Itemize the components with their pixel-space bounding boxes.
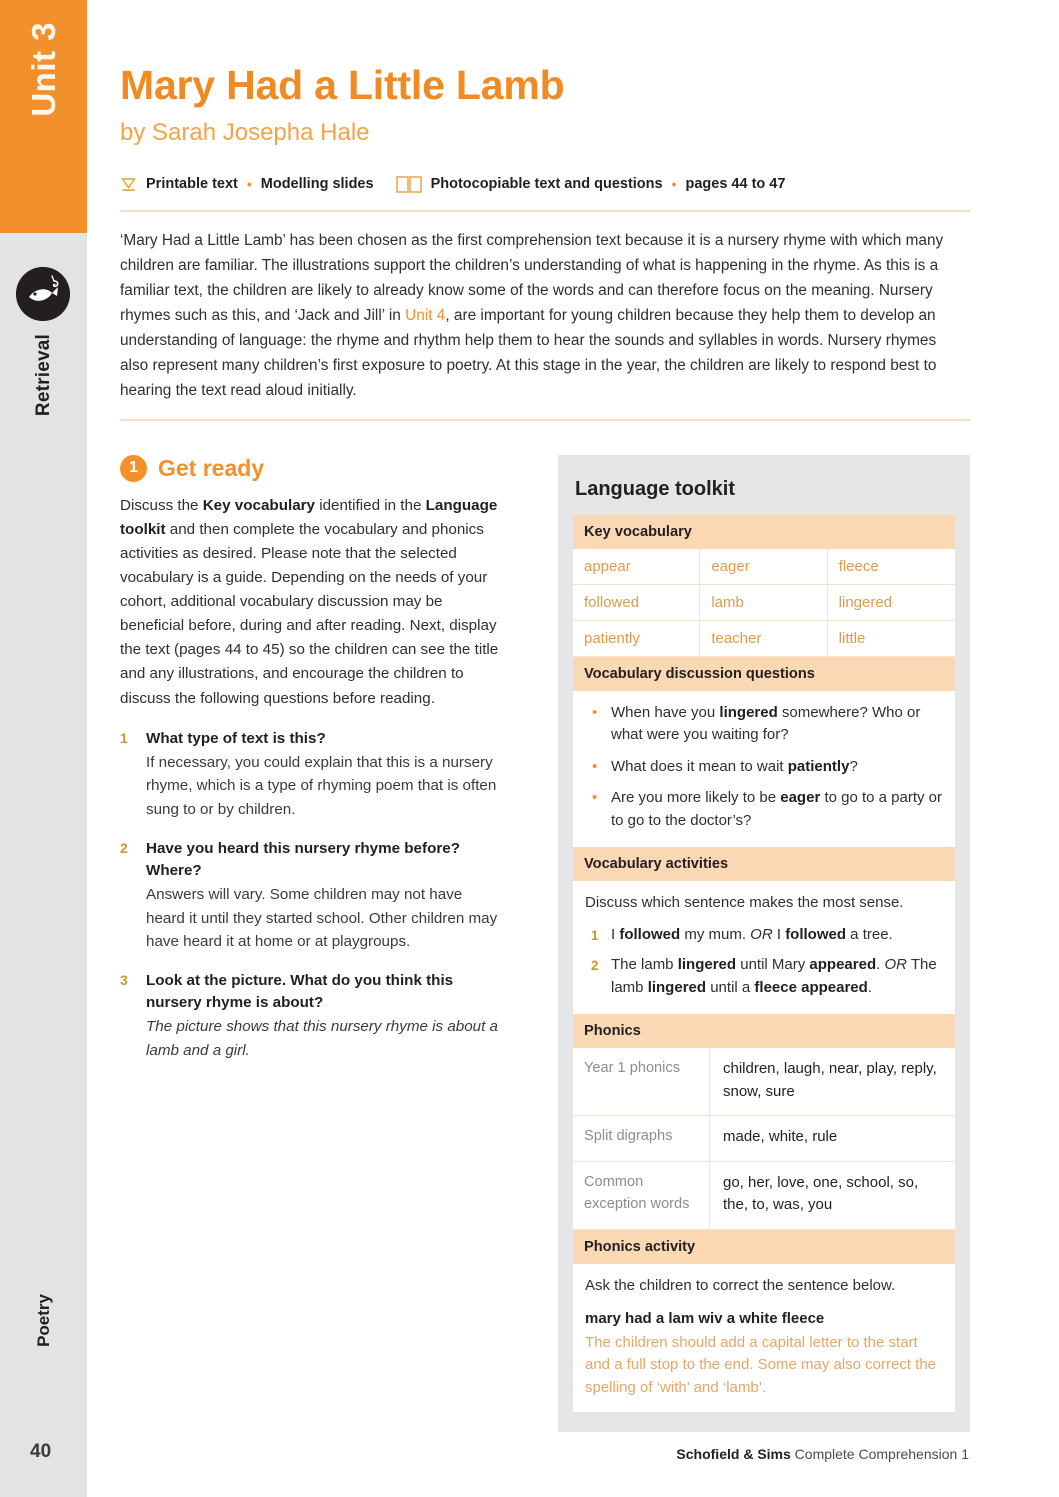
page-number: 40	[30, 1441, 52, 1462]
act-b-post: .	[867, 978, 872, 996]
act-a-pre: I	[611, 925, 620, 943]
vocab-word: lamb	[700, 585, 827, 621]
question-text: What type of text is this?	[146, 729, 326, 747]
answer-text: Answers will vary. Some children may not have heard it until they started school. Other children may have heard it at home or at playgroups.	[146, 885, 498, 951]
divider-bottom	[120, 419, 970, 421]
bullet-dot-icon: •	[592, 757, 598, 775]
act-a-bold: followed	[619, 925, 681, 943]
act-a-post: .	[876, 956, 885, 974]
act-b-pre: I	[772, 925, 786, 943]
vocabulary-activities-block	[573, 881, 955, 1014]
author-byline: by Sarah Josepha Hale	[120, 119, 370, 147]
phonics-row-value: go, her, love, one, school, so, the, to, was, you	[710, 1162, 955, 1230]
bullet-keyword: eager	[780, 789, 821, 807]
bullet-pre: When have you	[611, 703, 720, 721]
unit-tab-label: Unit 3	[24, 22, 62, 117]
activities-numbered-list	[585, 924, 943, 1000]
list-item	[120, 838, 500, 954]
phonics-table	[573, 1048, 955, 1230]
phonics-row-label: Common exception words	[573, 1162, 710, 1230]
list-item	[120, 970, 500, 1062]
phonics-row-value: made, white, rule	[710, 1116, 955, 1162]
act-b-bold: followed	[785, 925, 847, 943]
phonics-activity-heading: Phonics activity	[573, 1230, 955, 1264]
resource-separator-2: •	[671, 176, 677, 193]
vocab-word: little	[828, 621, 955, 657]
bullet-pre: What does it mean to wait	[611, 757, 788, 775]
footer-title: Complete Comprehension 1	[790, 1446, 969, 1462]
act-b-bold-2: fleece appeared	[754, 978, 868, 996]
intro-part-1: ‘Mary Had a Little Lamb’ has been chosen as the first comprehension text because it is a nursery rhyme with which many children are familiar. The illustrations support the children’s understanding of what is happening in the rhyme. As this is a familiar text, the children are likely to already know some of the words and can therefore focus on the meaning. Nursery rhymes such as this, and ‘Jack and Jill’ in	[120, 232, 944, 324]
discussion-question-list	[120, 728, 500, 1063]
question-number: 2	[120, 839, 128, 856]
gr-bold-language-toolkit: Language toolkit	[120, 496, 498, 538]
act-a-bold-2: appeared	[809, 956, 877, 974]
phonics-activity-sentence: mary had a lam wiv a white fleece	[585, 1310, 825, 1328]
footer	[676, 1446, 969, 1462]
discussion-questions-block	[573, 691, 955, 848]
act-a-post: my mum.	[680, 925, 751, 943]
gr-text-2: identified in the	[315, 496, 426, 514]
vocab-word: patiently	[573, 621, 700, 657]
photocopiable-link[interactable]: Photocopiable text and questions	[430, 176, 663, 193]
bullet-dot-icon: •	[592, 789, 598, 807]
get-ready-paragraph	[120, 494, 500, 711]
discussion-bullet-list	[585, 702, 943, 833]
genre-label: Poetry	[33, 1294, 53, 1347]
bullet-post: ?	[849, 757, 858, 775]
vocab-word: lingered	[828, 585, 955, 621]
phonics-row-value: children, laugh, near, play, reply, snow, sure	[710, 1048, 955, 1116]
phonics-row-label: Split digraphs	[573, 1116, 710, 1162]
bullet-keyword: lingered	[719, 703, 778, 721]
intro-paragraph	[120, 229, 968, 404]
act-a-mid: until Mary	[736, 956, 810, 974]
key-vocabulary-heading: Key vocabulary	[573, 515, 955, 549]
unit-tab	[0, 0, 87, 233]
question-text: Have you heard this nursery rhyme before? Where?	[146, 839, 460, 879]
pages-range-label: pages 44 to 47	[685, 176, 786, 193]
vocab-word: teacher	[700, 621, 827, 657]
act-or: OR	[750, 925, 773, 943]
toolkit-title: Language toolkit	[575, 477, 735, 500]
question-text: Look at the picture. What do you think this nursery rhyme is about?	[146, 971, 454, 1011]
vocab-word: followed	[573, 585, 700, 621]
bullet-post: somewhere? Who or what were you waiting for?	[611, 703, 921, 744]
list-item	[585, 702, 943, 747]
bullet-post: to go to a party or to go to the doctor’s?	[611, 789, 943, 829]
act-b-pre: The lamb	[611, 956, 937, 996]
printable-text-link[interactable]: Printable text	[146, 176, 238, 193]
phonics-activity-instruction: Ask the children to correct the sentence below.	[585, 1276, 896, 1294]
activity-number: 2	[591, 958, 599, 974]
phonics-row-label: Year 1 phonics	[573, 1048, 710, 1116]
step-number-badge: 1	[120, 455, 147, 482]
activity-number: 1	[591, 927, 599, 943]
intro-part-2: , are important for young children because they help them to develop an understanding of language: the rhyme and rhythm help them to hear the sounds and syllables in words. Nursery rhymes also represent many children’s first exposure to poetry. At this stage in the year, the children are likely to respond best to hearing the text read aloud initially.	[120, 307, 937, 399]
page-content	[120, 0, 970, 1432]
vocabulary-activities-heading: Vocabulary activities	[573, 847, 955, 881]
left-sidebar	[0, 0, 87, 1497]
section-title: Get ready	[158, 454, 265, 481]
list-item	[585, 756, 943, 779]
bullet-keyword: patiently	[787, 757, 850, 775]
question-number: 1	[120, 729, 128, 746]
list-item	[585, 954, 943, 999]
answer-text: The picture shows that this nursery rhyme is about a lamb and a girl.	[146, 1018, 499, 1059]
gr-text-3: and then complete the vocabulary and phonics activities as desired. Please note that the selected vocabulary is a guide. Depending on the needs of your cohort, additional vocabulary discussion may be beneficial before, during and after reading. Next, display the text (pages 44 to 45) so the children can see the title and any illustrations, and encourage the children to discuss the following questions before reading.	[120, 520, 499, 707]
act-b-mid: until a	[706, 978, 755, 996]
act-a-pre: The lamb	[611, 956, 678, 974]
resource-links-bar	[120, 171, 970, 197]
modelling-slides-link[interactable]: Modelling slides	[260, 176, 374, 193]
get-ready-column	[120, 455, 510, 1079]
unit-4-link[interactable]: Unit 4	[405, 307, 446, 324]
gr-text-1: Discuss the	[120, 496, 203, 514]
list-item	[585, 924, 943, 947]
strand-label: Retrieval	[32, 334, 54, 417]
vocab-word: eager	[700, 549, 827, 585]
act-a-bold: lingered	[677, 956, 737, 974]
phonics-activity-note: The children should add a capital letter to the start and a full stop to the end. Some may also correct the spelling of ‘with’ and ‘lamb’.	[585, 1333, 937, 1396]
two-column-body	[120, 455, 970, 1433]
open-book-icon	[396, 175, 422, 194]
activities-intro: Discuss which sentence makes the most sense.	[585, 894, 904, 912]
gr-bold-key-vocabulary: Key vocabulary	[202, 496, 315, 514]
get-ready-heading	[120, 455, 500, 482]
answer-text: If necessary, you could explain that this is a nursery rhyme, which is a type of rhyming poem that is often sung to or by children.	[146, 753, 497, 819]
footer-brand: Schofield & Sims	[676, 1446, 791, 1462]
question-number: 3	[120, 971, 128, 988]
download-triangle-icon	[120, 176, 137, 193]
divider-top	[120, 210, 970, 212]
page-title: Mary Had a Little Lamb	[120, 62, 565, 108]
list-item	[120, 728, 500, 822]
phonics-activity-block	[573, 1264, 955, 1413]
fish-and-hook-icon	[16, 267, 70, 321]
phonics-heading: Phonics	[573, 1014, 955, 1048]
act-b-bold: lingered	[647, 978, 707, 996]
bullet-pre: Are you more likely to be	[611, 789, 781, 807]
key-vocabulary-grid	[573, 549, 955, 657]
discussion-questions-heading: Vocabulary discussion questions	[573, 657, 955, 691]
list-item	[585, 787, 943, 832]
act-b-post: a tree.	[846, 925, 893, 943]
vocab-word: fleece	[828, 549, 955, 585]
act-or: OR	[884, 956, 907, 974]
language-toolkit-panel	[558, 455, 970, 1433]
vocab-word: appear	[573, 549, 700, 585]
resource-separator: •	[246, 176, 252, 193]
bullet-dot-icon: •	[592, 703, 598, 721]
